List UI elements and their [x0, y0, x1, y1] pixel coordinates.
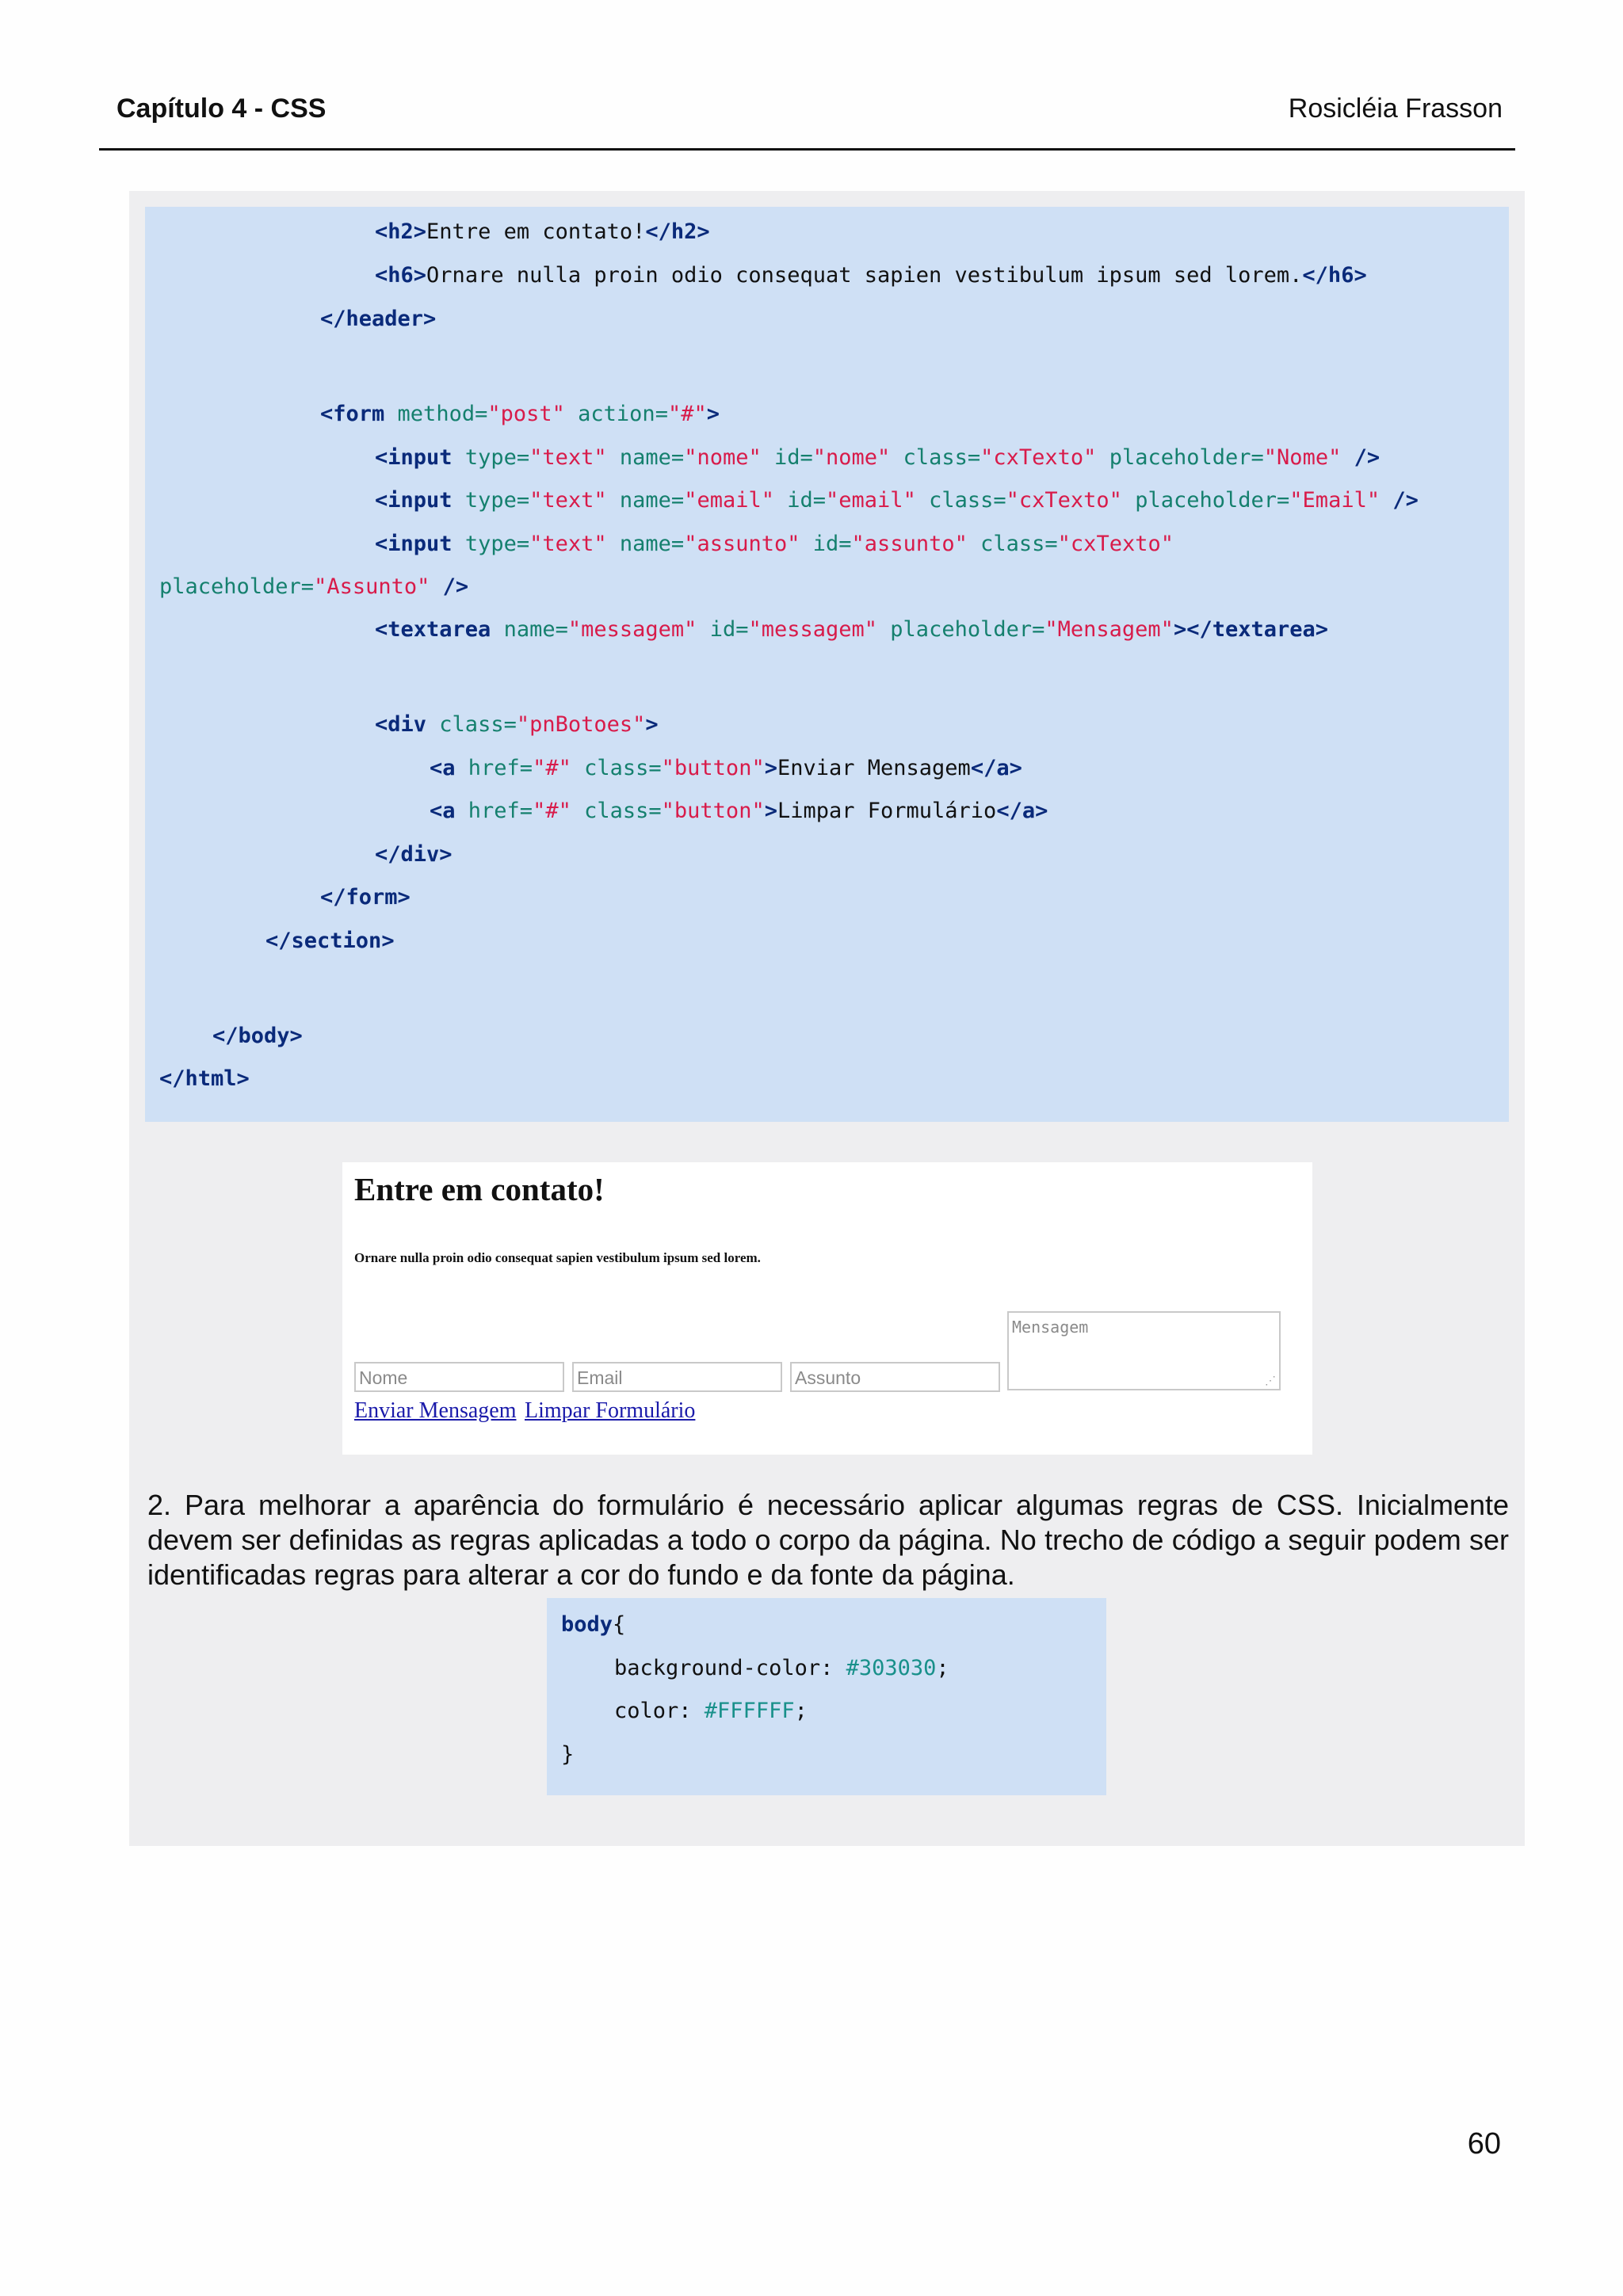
code-line: <input type="text" name="nome" id="nome" class="cxTexto" placeholder="Nome" />: [375, 445, 1381, 470]
css-code-block: [547, 1598, 1106, 1795]
html-code-block: [145, 207, 1509, 1122]
header-divider: [99, 148, 1515, 151]
code-line: placeholder="Assunto" />: [159, 574, 469, 599]
code-line: <form method="post" action="#">: [320, 402, 720, 426]
code-line: </div>: [375, 842, 453, 867]
code-line: </body>: [212, 1024, 303, 1048]
code-line: </form>: [320, 885, 411, 910]
page-number: 60: [1467, 2127, 1501, 2161]
preview-subheading: Ornare nulla proin odio consequat sapien vestibulum ipsum sed lorem.: [354, 1250, 761, 1265]
code-line: </header>: [320, 307, 437, 331]
author-name: Rosicléia Frasson: [1288, 93, 1503, 124]
code-line: color: #FFFFFF;: [614, 1699, 808, 1723]
code-line: background-color: #303030;: [614, 1656, 949, 1680]
code-line: body{: [561, 1612, 626, 1637]
name-input[interactable]: Nome: [354, 1362, 564, 1392]
code-line: <input type="text" name="assunto" id="assunto" class="cxTexto": [375, 532, 1174, 556]
email-input[interactable]: Email: [572, 1362, 782, 1392]
code-line: <a href="#" class="button">Limpar Formulário</a>: [430, 799, 1048, 823]
send-message-link[interactable]: Enviar Mensagem: [354, 1398, 517, 1423]
code-line: }: [561, 1742, 575, 1767]
code-line: <h2>Entre em contato!</h2>: [375, 219, 710, 244]
message-textarea[interactable]: [1007, 1311, 1281, 1390]
code-line: </section>: [265, 929, 395, 953]
clear-form-link[interactable]: Limpar Formulário: [525, 1398, 696, 1423]
code-line: <div class="pnBotoes">: [375, 712, 659, 737]
content-panel: [129, 191, 1525, 1846]
textarea-placeholder: Mensagem: [1012, 1318, 1089, 1337]
rendered-form-preview: [342, 1162, 1312, 1455]
subject-input[interactable]: Assunto: [790, 1362, 1000, 1392]
code-line: </html>: [159, 1066, 250, 1091]
preview-heading: Entre em contato!: [354, 1171, 605, 1207]
code-line: <a href="#" class="button">Enviar Mensagem</a>: [430, 756, 1022, 780]
code-line: <input type="text" name="email" id="email" class="cxTexto" placeholder="Email" />: [375, 488, 1419, 513]
chapter-title: Capítulo 4 - CSS: [116, 93, 327, 124]
resize-grip-icon[interactable]: ⋰: [1265, 1375, 1276, 1387]
code-line: <h6>Ornare nulla proin odio consequat sapien vestibulum ipsum sed lorem.</h6>: [375, 263, 1367, 288]
body-paragraph: 2. Para melhorar a aparência do formulário é necessário aplicar algumas regras de CSS. Inicialmente devem ser definidas as regras aplicadas a todo o corpo da página. No trecho de código a seguir podem ser identificadas regras para alterar a cor do fundo e da fonte da página.: [147, 1489, 1509, 1591]
code-line: <textarea name="messagem" id="messagem" placeholder="Mensagem"></textarea>: [375, 617, 1329, 642]
